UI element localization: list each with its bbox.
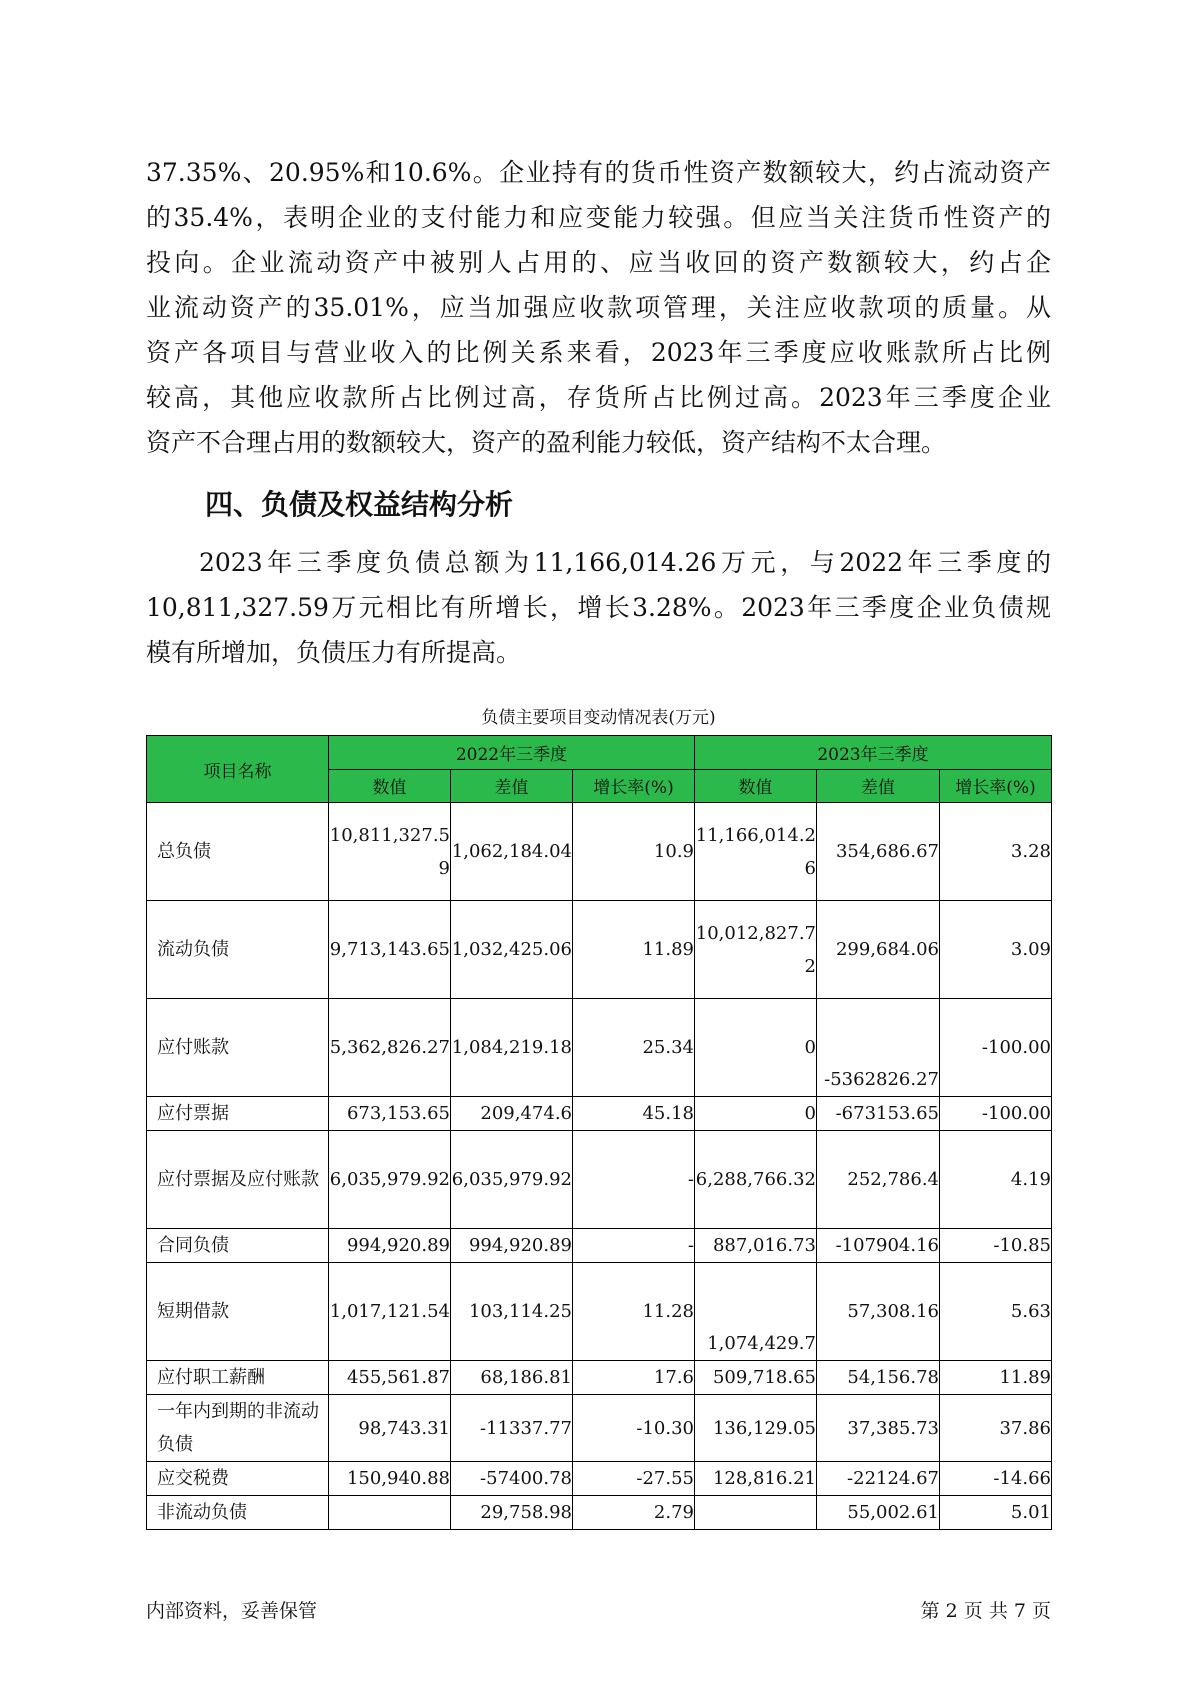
cell-value-2023: 6,288,766.32 bbox=[695, 1131, 817, 1229]
cell-diff-2022: 994,920.89 bbox=[451, 1229, 573, 1263]
cell-rate-2023: -100.00 bbox=[940, 1097, 1052, 1131]
row-item-name: 应交税费 bbox=[147, 1462, 329, 1496]
cell-value-2023: 128,816.21 bbox=[695, 1462, 817, 1496]
cell-diff-2023: -22124.67 bbox=[817, 1462, 940, 1496]
cell-value-2023 bbox=[695, 1496, 817, 1530]
table-row bbox=[147, 1496, 1052, 1530]
cell-rate-2023: 37.86 bbox=[940, 1395, 1052, 1462]
table-row bbox=[147, 1395, 1052, 1462]
header-rate-2022: 增长率(%) bbox=[573, 769, 695, 803]
section-heading: 四、负债及权益结构分析 bbox=[205, 488, 514, 521]
paragraph-line: 10,811,327.59万元相比有所增长，增长3.28%。2023年三季度企业负债规 bbox=[146, 593, 1051, 622]
table-row bbox=[147, 999, 1052, 1097]
row-item-name: 应付票据及应付账款 bbox=[147, 1131, 329, 1229]
cell-rate-2023: 3.09 bbox=[940, 901, 1052, 999]
table-row bbox=[147, 901, 1052, 999]
cell-rate-2022: -27.55 bbox=[573, 1462, 695, 1496]
table-row bbox=[147, 1462, 1052, 1496]
header-diff-2022: 差值 bbox=[451, 769, 573, 803]
cell-value-2022: 98,743.31 bbox=[329, 1395, 451, 1462]
row-item-name: 应付票据 bbox=[147, 1097, 329, 1131]
cell-diff-2023: 252,786.4 bbox=[817, 1131, 940, 1229]
cell-diff-2022: 68,186.81 bbox=[451, 1361, 573, 1395]
cell-diff-2022: 1,062,184.04 bbox=[451, 803, 573, 901]
cell-value-2023: 0 bbox=[695, 1097, 817, 1131]
table-caption: 负债主要项目变动情况表(万元) bbox=[481, 708, 716, 728]
cell-diff-2022: -11337.77 bbox=[451, 1395, 573, 1462]
header-period-2022: 2022年三季度 bbox=[329, 736, 695, 770]
cell-value-2022: 673,153.65 bbox=[329, 1097, 451, 1131]
cell-diff-2022: 209,474.6 bbox=[451, 1097, 573, 1131]
cell-rate-2022: 17.6 bbox=[573, 1361, 695, 1395]
liabilities-table bbox=[146, 735, 1052, 1530]
row-item-name: 应付职工薪酬 bbox=[147, 1361, 329, 1395]
cell-diff-2022: 6,035,979.92 bbox=[451, 1131, 573, 1229]
cell-diff-2023: 299,684.06 bbox=[817, 901, 940, 999]
header-period-2023: 2023年三季度 bbox=[695, 736, 1052, 770]
cell-value-2023: 1,074,429.7 bbox=[695, 1263, 817, 1361]
cell-rate-2022: 45.18 bbox=[573, 1097, 695, 1131]
cell-value-2023: 887,016.73 bbox=[695, 1229, 817, 1263]
table-row bbox=[147, 803, 1052, 901]
paragraph-line: 投向。企业流动资产中被别人占用的、应当收回的资产数额较大，约占企 bbox=[146, 248, 1051, 277]
table-row bbox=[147, 1263, 1052, 1361]
cell-rate-2022: - bbox=[573, 1229, 695, 1263]
cell-diff-2022: 103,114.25 bbox=[451, 1263, 573, 1361]
cell-value-2022: 150,940.88 bbox=[329, 1462, 451, 1496]
header-rate-2023: 增长率(%) bbox=[940, 769, 1052, 803]
table-row bbox=[147, 1229, 1052, 1263]
cell-diff-2023: 37,385.73 bbox=[817, 1395, 940, 1462]
cell-value-2022: 994,920.89 bbox=[329, 1229, 451, 1263]
table-row bbox=[147, 1097, 1052, 1131]
cell-rate-2023: 3.28 bbox=[940, 803, 1052, 901]
cell-rate-2022: - bbox=[573, 1131, 695, 1229]
row-item-name: 一年内到期的非流动负债 bbox=[147, 1395, 329, 1462]
body-paragraph-liabilities bbox=[146, 540, 1051, 675]
cell-rate-2023: -14.66 bbox=[940, 1462, 1052, 1496]
cell-value-2022: 6,035,979.92 bbox=[329, 1131, 451, 1229]
header-value-2022: 数值 bbox=[329, 769, 451, 803]
cell-value-2022 bbox=[329, 1496, 451, 1530]
cell-rate-2023: 4.19 bbox=[940, 1131, 1052, 1229]
cell-rate-2022: 10.9 bbox=[573, 803, 695, 901]
cell-rate-2022: 11.28 bbox=[573, 1263, 695, 1361]
row-item-name: 合同负债 bbox=[147, 1229, 329, 1263]
table-row bbox=[147, 1361, 1052, 1395]
header-diff-2023: 差值 bbox=[817, 769, 940, 803]
cell-rate-2022: 11.89 bbox=[573, 901, 695, 999]
cell-diff-2023: -107904.16 bbox=[817, 1229, 940, 1263]
cell-diff-2023: 354,686.67 bbox=[817, 803, 940, 901]
cell-rate-2022: 25.34 bbox=[573, 999, 695, 1097]
cell-diff-2022: 1,084,219.18 bbox=[451, 999, 573, 1097]
cell-diff-2023: -5362826.27 bbox=[817, 999, 940, 1097]
row-item-name: 短期借款 bbox=[147, 1263, 329, 1361]
footer-confidential-note: 内部资料，妥善保管 bbox=[146, 1600, 318, 1622]
cell-rate-2023: -10.85 bbox=[940, 1229, 1052, 1263]
paragraph-line: 资产各项目与营业收入的比例关系来看，2023年三季度应收账款所占比例 bbox=[146, 338, 1051, 367]
row-item-name: 总负债 bbox=[147, 803, 329, 901]
row-item-name: 应付账款 bbox=[147, 999, 329, 1097]
cell-value-2023: 11,166,014.26 bbox=[695, 803, 817, 901]
header-value-2023: 数值 bbox=[695, 769, 817, 803]
footer-page-number: 第 2 页 共 7 页 bbox=[920, 1600, 1051, 1622]
cell-diff-2022: 1,032,425.06 bbox=[451, 901, 573, 999]
cell-rate-2023: -100.00 bbox=[940, 999, 1052, 1097]
cell-diff-2023: 55,002.61 bbox=[817, 1496, 940, 1530]
table-row bbox=[147, 1131, 1052, 1229]
cell-rate-2023: 5.63 bbox=[940, 1263, 1052, 1361]
body-paragraph-asset-structure bbox=[146, 150, 1051, 465]
cell-rate-2023: 5.01 bbox=[940, 1496, 1052, 1530]
paragraph-line: 较高，其他应收款所占比例过高，存货所占比例过高。2023年三季度企业 bbox=[146, 383, 1051, 412]
cell-diff-2022: 29,758.98 bbox=[451, 1496, 573, 1530]
row-item-name: 非流动负债 bbox=[147, 1496, 329, 1530]
cell-rate-2022: 2.79 bbox=[573, 1496, 695, 1530]
cell-value-2023: 10,012,827.72 bbox=[695, 901, 817, 999]
cell-value-2022: 5,362,826.27 bbox=[329, 999, 451, 1097]
cell-diff-2022: -57400.78 bbox=[451, 1462, 573, 1496]
cell-rate-2023: 11.89 bbox=[940, 1361, 1052, 1395]
cell-value-2022: 1,017,121.54 bbox=[329, 1263, 451, 1361]
cell-diff-2023: -673153.65 bbox=[817, 1097, 940, 1131]
paragraph-line: 资产不合理占用的数额较大，资产的盈利能力较低，资产结构不太合理。 bbox=[146, 428, 947, 457]
cell-diff-2023: 54,156.78 bbox=[817, 1361, 940, 1395]
paragraph-line: 37.35%、20.95%和10.6%。企业持有的货币性资产数额较大，约占流动资产 bbox=[146, 158, 1051, 187]
header-item-name: 项目名称 bbox=[147, 736, 329, 803]
row-item-name: 流动负债 bbox=[147, 901, 329, 999]
paragraph-line: 的35.4%，表明企业的支付能力和应变能力较强。但应当关注货币性资产的 bbox=[146, 203, 1051, 232]
cell-diff-2023: 57,308.16 bbox=[817, 1263, 940, 1361]
paragraph-line: 业流动资产的35.01%，应当加强应收款项管理，关注应收款项的质量。从 bbox=[146, 293, 1051, 322]
cell-value-2023: 509,718.65 bbox=[695, 1361, 817, 1395]
cell-value-2023: 0 bbox=[695, 999, 817, 1097]
cell-rate-2022: -10.30 bbox=[573, 1395, 695, 1462]
cell-value-2022: 9,713,143.65 bbox=[329, 901, 451, 999]
cell-value-2022: 455,561.87 bbox=[329, 1361, 451, 1395]
cell-value-2022: 10,811,327.59 bbox=[329, 803, 451, 901]
paragraph-line: 2023年三季度负债总额为11,166,014.26万元，与2022年三季度的 bbox=[199, 548, 1051, 577]
paragraph-line: 模有所增加，负债压力有所提高。 bbox=[146, 638, 522, 667]
cell-value-2023: 136,129.05 bbox=[695, 1395, 817, 1462]
